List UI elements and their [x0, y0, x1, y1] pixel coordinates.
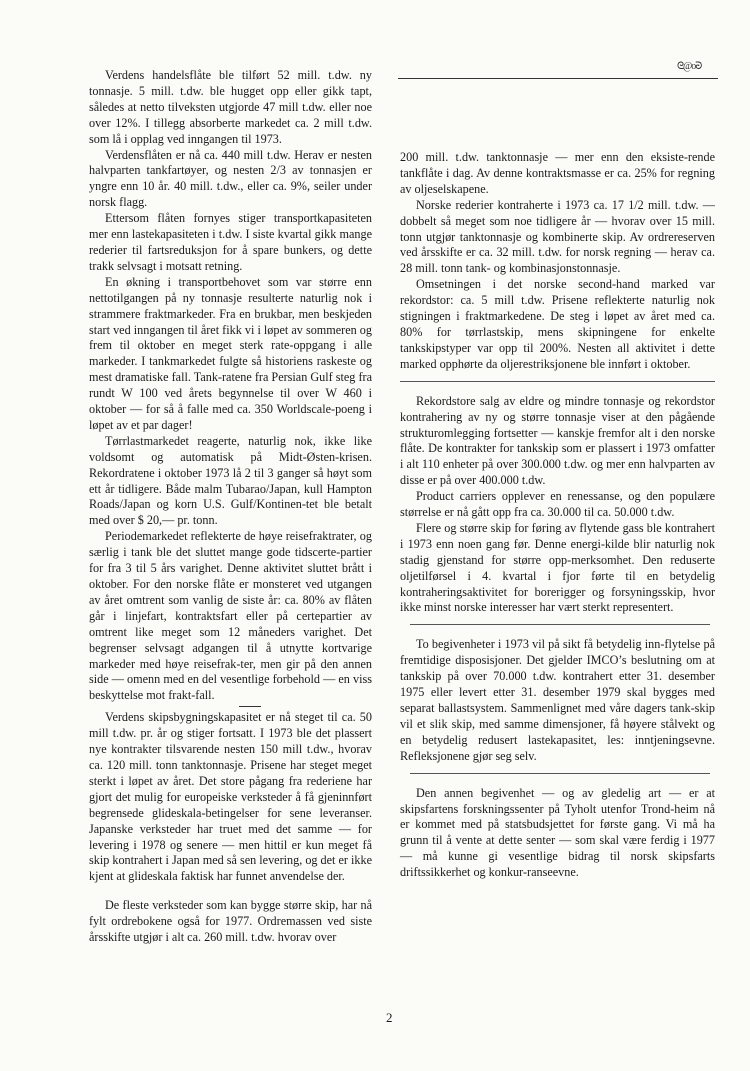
paragraph: Den annen begivenhet — og av gledelig art — er at skipsfartens forskningssenter på Tyholt utenfor Trond-heim nå er kommet med på statsbudsjettet for første gang. Vi må ha grunn til å vente at dette senter — som skal være ferdig i 1977 — må kunne gi vesentlige bidrag til norsk skipsfarts driftssikkerhet og konkur-ranseevne. [400, 785, 715, 880]
paragraph: To begivenheter i 1973 vil på sikt få betydelig inn-flytelse på fremtidige disposisjoner. Det gjelder IMCO’s beslutning om at tankskip på over 70.000 t.dw. kontrahert etter 31. desember 1975 eller levert etter 31. desember 1979 skal bygges med separat ballastsystem. Sammenlignet med våre dagers tank-skip vil et slik skip, med samme dimensjoner, få høyere stålvekt og en betydelig redusert lastekapasitet, les: inntjeningsevne. Refleksjonene gjør seg selv. [400, 637, 715, 763]
paragraph: Omsetningen i det norske second-hand marked var rekordstor: ca. 5 mill t.dw. Prisene reflekterte naturlig nok stigningen i fraktmarkedene. De steg i løpet av året med ca. 80% for tørrlastskip, mens skipningene for enkelte tankskipstyper var opp til 200%. Nesten all aktivitet i dette marked opphørte da oljerestriksjonene ble innført i oktober. [400, 277, 715, 371]
page-number: 2 [386, 1010, 393, 1025]
paragraph: Verdens handelsflåte ble tilført 52 mill. t.dw. ny tonnasje. 5 mill. t.dw. ble hugget opp eller gikk tapt, således at netto tilveksten utgjorde 47 mill t.dw. eller noe over 12%. I tillegg absorberte markedet ca. 2 mill t.dw. som lå i opplag ved inngangen til 1973. [89, 68, 372, 146]
paragraph: En økning i transportbehovet som var større enn nettotilgangen på ny tonnasje resulterte naturlig nok i strammere fraktmarkeder. Fra en brukbar, men beskjeden start ved inngangen til året fikk vi i løpet av sommeren og frem til oktober en meget sterk rate-oppgang i alle markeder. I tankmarkedet fulgte så historiens raskeste og mest dramatiske fall. Tank-ratene fra Persian Gulf steg fra rundt W 100 ved årets begynnelse til over W 460 i oktober — for så å falle med ca. 350 Worldscale-poeng i løpet av et par dager! [89, 274, 372, 432]
left-column [89, 68, 372, 946]
section-rule [410, 773, 710, 774]
section-rule [410, 624, 710, 625]
header-rule [398, 78, 718, 79]
right-column [400, 150, 715, 881]
section-separator [239, 706, 261, 707]
paragraph: Product carriers opplever en renessanse, og den populære størrelse er nå gått opp fra ca. 30.000 til ca. 50.000 t.dw. [400, 489, 715, 520]
paragraph: Tørrlastmarkedet reagerte, naturlig nok, ikke like voldsomt og automatisk på Midt-Østen-krisen. Rekordratene i oktober 1973 lå 2 til 3 ganger så høyt som ett år tidligere. Både malm Tubarao/Japan, kull Hampton Roads/Japan og korn U.S. Gulf/Kontinen-tet ble betalt med over $ 20,— pr. tonn. [89, 433, 372, 528]
paragraph: De fleste verksteder som kan bygge større skip, har nå fylt ordrebokene også for 1977. Ordremassen ved siste årsskifte utgjør i alt ca. 260 mill. t.dw. hvorav over [89, 898, 372, 945]
paragraph: Flere og større skip for føring av flytende gass ble kontrahert i 1973 enn noen gang før. Denne energi-kilde blir naturlig nok stadig gjenstand for større opp-merksomhet. Den reduserte oljetilførsel i 4. kvartal i fjor førte til en betydelig kontraheringsaktivitet for borerigger og forsyningsskip, hvor ikke minst norske interesser har vært sterkt representert. [400, 520, 715, 615]
paragraph: Periodemarkedet reflekterte de høye reisefraktrater, og særlig i tank ble det sluttet mange gode tidscerte-partier for fra 3 til 5 års varighet. Denne aktivitet sluttet brått i oktober. For den norske flåte er monsteret ved utgangen av året omtrent som vanlig de siste år: ca. 80% av flåten går i linjefart, kontraktsfart eller på certepartier av omtrent like meget som 12 måneders varighet. Det begrenser selvsagt adgangen til å utnytte kortvarige markeder med høye reisefrak-ter, men gir på den annen side — omenn med en del vesentlige forbehold — en viss beskyttelse mot frakt-fall. [89, 529, 372, 703]
paragraph: Ettersom flåten fornyes stiger transportkapasiteten mer enn lastekapasiteten i t.dw. I siste kvartal gikk mange rederier til fartsreduksjon for å spare bunkers, og dette trakk selvsagt i motsatt retning. [89, 211, 372, 273]
paragraph: Rekordstore salg av eldre og mindre tonnasje og rekordstor kontrahering av ny og større tonnasje viser at den pågående strukturomlegging fortsetter — kanskje fremfor alt i den norske flåte. De kontrakter for tankskip som er plassert i 1973 omfatter i alt 110 enheter på over 300.000 t.dw. og mer enn halvparten av disse er på over 400.000 t.dw. [400, 393, 715, 488]
section-rule [400, 381, 715, 382]
paragraph: Verdensflåten er nå ca. 440 mill t.dw. Herav er nesten halvparten tankfartøyer, og nesten 2/3 av tonnasjen er yngre enn 10 år. 40 mill. t.dw., eller ca. 9%, seiler under norsk flagg. [89, 147, 372, 210]
header-ornament: ᘓ@oᘒ [677, 61, 702, 72]
paragraph: 200 mill. t.dw. tanktonnasje — mer enn den eksiste-rende tankflåte i dag. Av denne kontraktsmasse er ca. 25% for regning av oljeselskapene. [400, 150, 715, 196]
paragraph: Norske rederier kontraherte i 1973 ca. 17 1/2 mill. t.dw. — dobbelt så meget som noe tidligere år — hvorav over 15 mill. tonn utgjør tanktonnasje og kombinerte skip. Av ordrereserven ved årsskifte er ca. 32 mill. t.dw. for norsk regning — herav ca. 28 mill. tonn tank- og kombinasjonstonnasje. [400, 197, 715, 276]
paragraph: Verdens skipsbygningskapasitet er nå steget til ca. 50 mill t.dw. pr. år og stiger fortsatt. I 1973 ble det plassert nye kontrakter tilsvarende nesten 150 mill t.dw., hvorav ca. 120 mill. tonn tanktonnasje. Prisene har steget meget sterkt i løpet av året. Det store pågang fra rederiene har gjort det mulig for europeiske verksteder å få gjeninnført begrensede glideskala-betingelser for sene leveranser. Japanske verksteder har truet med det samme — for levering i 1978 og senere — men hittil er kun meget få skip kontrahert i Japan med så sen levering, og det er ikke kjent at glideskala faktisk har funnet anvendelse der. [89, 710, 372, 884]
